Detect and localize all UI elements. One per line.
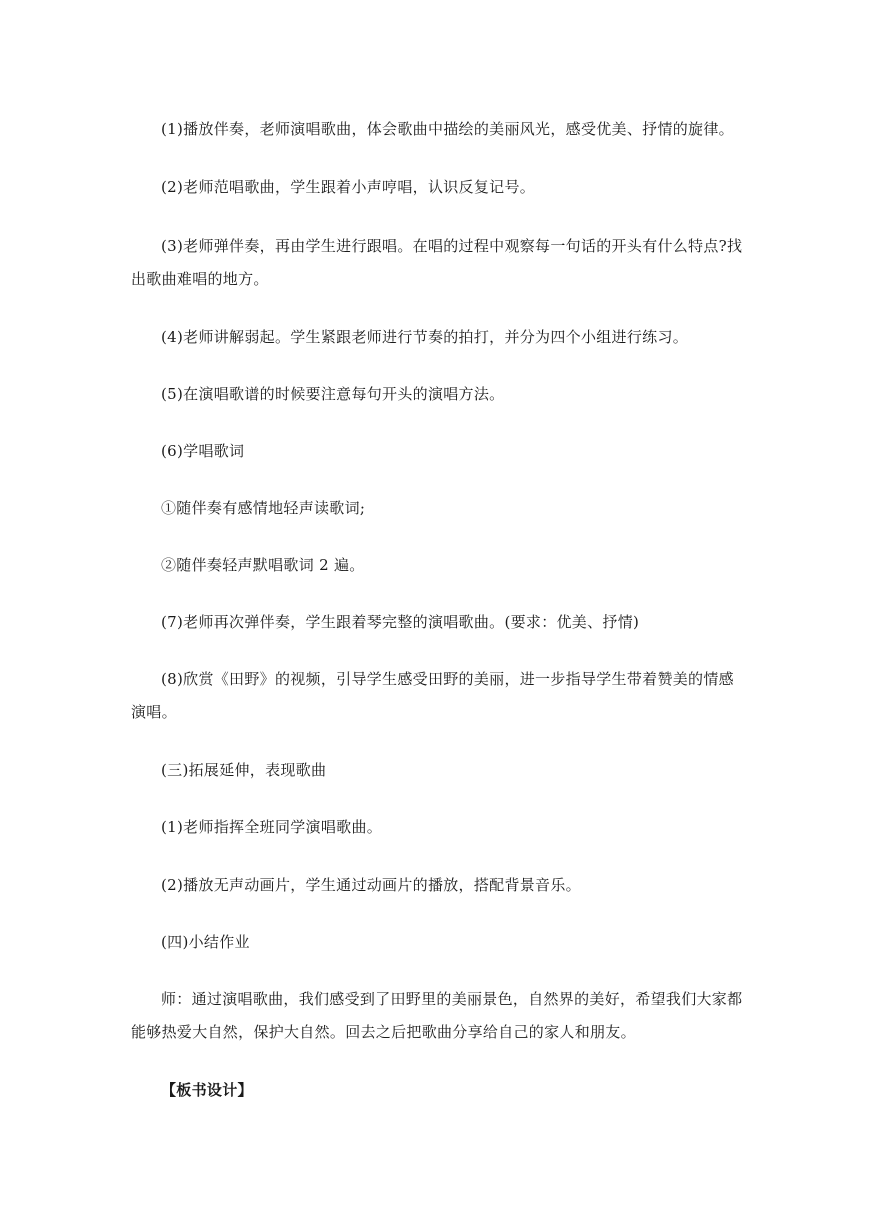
paragraph-step-1: (1)播放伴奏，老师演唱歌曲，体会歌曲中描绘的美丽风光，感受优美、抒情的旋律。 [161,120,734,138]
paragraph-step-8: (8)欣赏《田野》的视频，引导学生感受田野的美丽，进一步指导学生带着赞美的情感演唱。 [131,670,734,721]
paragraph-step-4: (4)老师讲解弱起。学生紧跟老师进行节奏的拍打，并分为四个小组进行练习。 [161,328,689,346]
paragraph-step-2: (2)老师范唱歌曲，学生跟着小声哼唱，认识反复记号。 [161,178,536,196]
paragraph-step-7: (7)老师再次弹伴奏，学生跟着琴完整的演唱歌曲。(要求：优美、抒情) [161,613,640,631]
paragraph-extension-2: (2)播放无声动画片，学生通过动画片的播放，搭配背景音乐。 [161,876,581,894]
paragraph-lyrics-read: ①随伴奏有感情地轻声读歌词; [161,499,366,517]
heading-extension: (三)拓展延伸，表现歌曲 [161,761,327,779]
paragraph-teacher-summary: 师：通过演唱歌曲，我们感受到了田野里的美丽景色，自然界的美好，希望我们大家都能够热爱大自然，保护大自然。回去之后把歌曲分享给自己的家人和朋友。 [131,990,743,1041]
paragraph-extension-1: (1)老师指挥全班同学演唱歌曲。 [161,818,383,836]
heading-board-design: 【板书设计】 [161,1081,253,1099]
paragraph-lyrics-sing: ②随伴奏轻声默唱歌词 2 遍。 [161,556,365,574]
paragraph-step-5: (5)在演唱歌谱的时候要注意每句开头的演唱方法。 [161,385,505,403]
heading-summary: (四)小结作业 [161,933,250,951]
paragraph-step-3: (3)老师弹伴奏，再由学生进行跟唱。在唱的过程中观察每一句话的开头有什么特点?找出歌曲难唱的地方。 [131,237,743,288]
paragraph-step-6: (6)学唱歌词 [161,442,245,460]
